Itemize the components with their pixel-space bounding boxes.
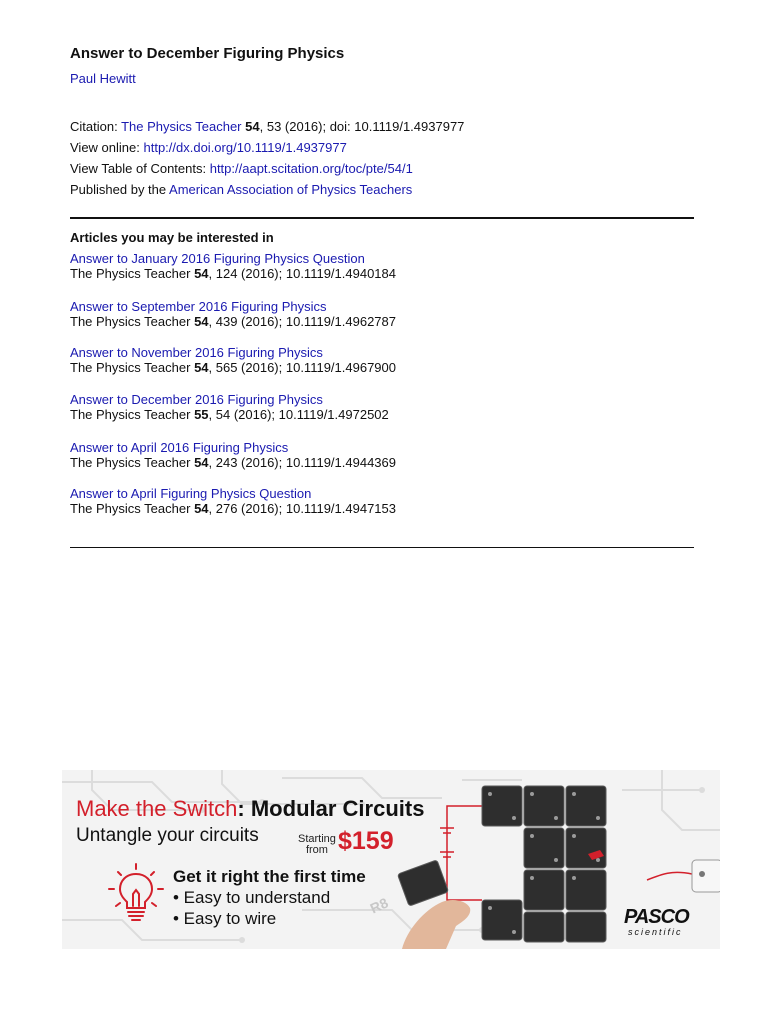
related-article-citation: The Physics Teacher 54, 439 (2016); 10.1119/1.4962787: [70, 314, 396, 329]
related-article-link[interactable]: Answer to November 2016 Figuring Physics: [70, 345, 323, 360]
related-article: [70, 299, 694, 329]
doi-link[interactable]: http://dx.doi.org/10.1119/1.4937977: [143, 140, 347, 155]
related-article-link[interactable]: Answer to January 2016 Figuring Physics Question: [70, 251, 365, 266]
benefit-heading: Get it right the first time: [173, 867, 366, 886]
citation-line: [70, 119, 464, 135]
related-article: [70, 345, 694, 375]
publisher-line: [70, 182, 412, 198]
related-article-citation: The Physics Teacher 55, 54 (2016); 10.1119/1.4972502: [70, 407, 389, 422]
citation-prefix: Citation:: [70, 119, 122, 134]
toc-line: [70, 161, 413, 177]
related-article: [70, 251, 694, 281]
lightbulb-icon: [106, 862, 166, 924]
related-article-link[interactable]: Answer to September 2016 Figuring Physics: [70, 299, 327, 314]
ad-price: $159: [338, 827, 394, 855]
related-article-citation: The Physics Teacher 54, 124 (2016); 10.1119/1.4940184: [70, 266, 396, 281]
divider-top: [70, 217, 694, 219]
related-article-link[interactable]: Answer to April 2016 Figuring Physics: [70, 440, 289, 455]
publisher-link[interactable]: American Association of Physics Teachers: [169, 182, 413, 197]
ad-headline: Make the Switch: Modular Circuits: [76, 796, 425, 821]
author-link[interactable]: Paul Hewitt: [70, 71, 136, 86]
pasco-logo: PASCO: [624, 906, 689, 928]
related-article: [70, 440, 694, 470]
article-title: Answer to December Figuring Physics: [70, 45, 345, 62]
citation-volume: 54: [245, 119, 260, 134]
related-article-citation: The Physics Teacher 54, 243 (2016); 10.1119/1.4944369: [70, 455, 396, 470]
related-article-citation: The Physics Teacher 54, 565 (2016); 10.1119/1.4967900: [70, 360, 396, 375]
ad-subheadline: Untangle your circuits: [76, 825, 259, 846]
related-heading: Articles you may be interested in: [70, 230, 274, 245]
published-prefix: Published by the: [70, 182, 170, 197]
journal-link[interactable]: The Physics Teacher: [121, 119, 242, 134]
ad-banner[interactable]: [62, 770, 720, 949]
pasco-logo-tagline: scientific: [628, 927, 683, 937]
svg-text:R8: R8: [367, 894, 391, 917]
starting-from-label: Starting from: [298, 833, 336, 856]
benefit-item: • Easy to understand: [173, 888, 331, 907]
related-article-citation: The Physics Teacher 54, 276 (2016); 10.1119/1.4947153: [70, 501, 396, 516]
related-article: [70, 392, 694, 422]
divider-bottom: [70, 547, 694, 548]
view-online-line: [70, 140, 347, 156]
related-article-link[interactable]: Answer to December 2016 Figuring Physics: [70, 392, 323, 407]
related-article: [70, 486, 694, 516]
citation-rest: , 53 (2016); doi: 10.1119/1.4937977: [259, 119, 465, 134]
related-article-link[interactable]: Answer to April Figuring Physics Question: [70, 486, 312, 501]
toc-link[interactable]: http://aapt.scitation.org/toc/pte/54/1: [209, 161, 413, 176]
toc-prefix: View Table of Contents:: [70, 161, 210, 176]
benefit-item: • Easy to wire: [173, 909, 277, 928]
online-prefix: View online:: [70, 140, 144, 155]
